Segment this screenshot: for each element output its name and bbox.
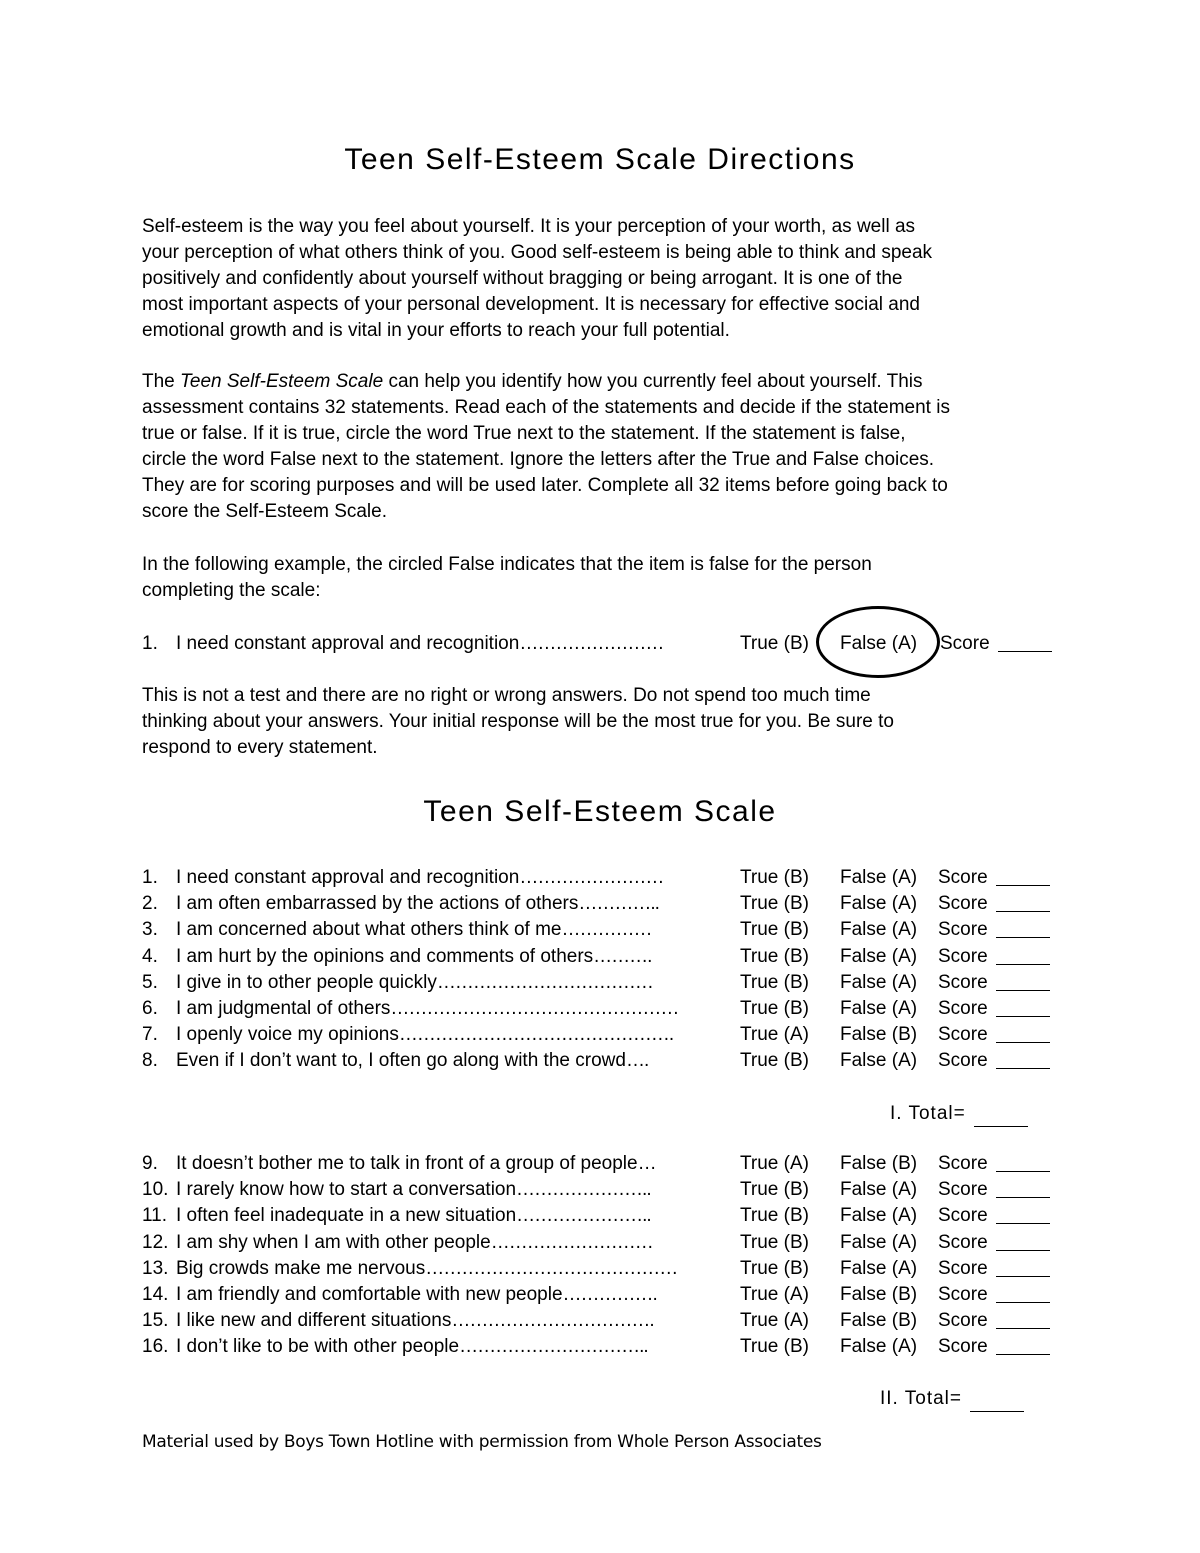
- item-false-choice[interactable]: False (A): [840, 1050, 918, 1072]
- item-leader-dots: ……………………………………….: [398, 1024, 674, 1046]
- item-score-label: Score: [938, 970, 988, 996]
- item-number: 8.: [142, 1050, 158, 1072]
- score-blank[interactable]: [996, 944, 1050, 965]
- item-score-label: Score: [938, 1308, 988, 1334]
- item-true-choice[interactable]: True (A): [740, 1153, 809, 1174]
- item-leader-dots: …………………………….: [451, 1310, 654, 1332]
- item-leader-dots: …………………..: [516, 1179, 651, 1201]
- scale-item-row: [142, 1334, 1062, 1360]
- item-statement: I often feel inadequate in a new situation…………………..: [176, 1205, 651, 1227]
- item-number: 3.: [142, 919, 158, 941]
- example-intro-line: completing the scale:: [142, 580, 321, 601]
- score-blank[interactable]: [996, 970, 1050, 991]
- item-number: 5.: [142, 971, 158, 993]
- item-number: 1.: [142, 633, 158, 654]
- item-score-label: Score: [938, 1022, 988, 1048]
- score-blank[interactable]: [996, 1230, 1050, 1251]
- item-leader-dots: ……………………: [519, 633, 664, 654]
- item-leader-dots: …………………………………………: [390, 998, 679, 1019]
- item-statement: I am judgmental of others…………………………………………: [176, 998, 679, 1019]
- item-true-choice[interactable]: True (A): [740, 1310, 809, 1332]
- item-score-label: Score: [938, 944, 988, 970]
- scale-item-row: [142, 970, 1062, 996]
- item-score-label: Score: [940, 631, 990, 657]
- scale-item-row: [142, 944, 1062, 970]
- item-statement: I am concerned about what others think of me……………: [176, 919, 652, 941]
- item-leader-dots: ……………: [561, 919, 652, 941]
- score-blank[interactable]: [996, 1203, 1050, 1224]
- directions-line: The Teen Self-Esteem Scale can help you identify how you currently feel about yourself. This: [142, 371, 923, 392]
- item-true-choice[interactable]: True (B): [740, 945, 809, 967]
- item-true-choice[interactable]: True (B): [740, 1050, 809, 1072]
- item-leader-dots: ………………………: [490, 1231, 653, 1253]
- item-true-choice[interactable]: True (B): [740, 971, 809, 993]
- item-leader-dots: ……………………: [519, 867, 664, 888]
- scale-item-row: [142, 1203, 1062, 1229]
- item-statement: I am hurt by the opinions and comments of others……….: [176, 945, 652, 967]
- item-number: 12.: [142, 1231, 169, 1253]
- note-paragraph: [142, 683, 1072, 761]
- item-score-label: Score: [938, 1048, 988, 1074]
- item-statement: I don’t like to be with other people…………………………..: [176, 1336, 648, 1358]
- item-number: 7.: [142, 1024, 158, 1046]
- score-blank[interactable]: [996, 891, 1050, 912]
- item-false-choice[interactable]: False (B): [840, 1284, 918, 1305]
- item-number: 6.: [142, 998, 158, 1019]
- section-2-total: II. Total=: [880, 1386, 1024, 1412]
- item-statement: Even if I don’t want to, I often go along with the crowd….: [176, 1050, 649, 1072]
- item-statement: I am friendly and comfortable with new people…………….: [176, 1284, 657, 1305]
- item-leader-dots: …………..: [578, 893, 659, 915]
- score-blank[interactable]: [996, 1256, 1050, 1277]
- item-true-choice[interactable]: True (B): [740, 1179, 809, 1201]
- item-score-label: Score: [938, 1151, 988, 1177]
- score-blank[interactable]: [996, 1308, 1050, 1329]
- item-false-choice[interactable]: False (A): [840, 1205, 918, 1227]
- scale-item-row: [142, 1256, 1062, 1282]
- item-false-choice[interactable]: False (A): [840, 893, 918, 915]
- score-blank[interactable]: [996, 1151, 1050, 1172]
- score-blank[interactable]: [996, 1177, 1050, 1198]
- directions-line: circle the word False next to the statement. Ignore the letters after the True and False choices.: [142, 449, 935, 470]
- directions-paragraph: [142, 369, 1072, 525]
- item-statement: I rarely know how to start a conversation…………………..: [176, 1179, 651, 1201]
- item-true-choice[interactable]: True (A): [740, 1024, 809, 1046]
- section-1-total: I. Total=: [890, 1101, 1028, 1127]
- item-true-choice[interactable]: True (B): [740, 1257, 809, 1279]
- item-number: 1.: [142, 867, 158, 888]
- item-leader-dots: ……….: [593, 945, 652, 967]
- item-score-label: Score: [938, 1334, 988, 1360]
- total-blank[interactable]: [970, 1391, 1024, 1412]
- item-score-label: Score: [938, 1203, 988, 1229]
- item-false-choice[interactable]: False (A): [840, 633, 918, 654]
- item-true-choice[interactable]: True (B): [740, 1336, 809, 1358]
- intro-line: positively and confidently about yourself without bragging or being arrogant. It is one of the: [142, 268, 903, 289]
- item-number: 10.: [142, 1179, 169, 1201]
- directions-line: true or false. If it is true, circle the word True next to the statement. If the statement is false,: [142, 423, 906, 444]
- scale-item-row: [142, 1308, 1062, 1334]
- item-leader-dots: …………….: [562, 1284, 657, 1305]
- score-blank[interactable]: [996, 996, 1050, 1017]
- item-statement: I am shy when I am with other people………………………: [176, 1231, 653, 1253]
- item-statement: I need constant approval and recognition……………………: [176, 867, 664, 888]
- item-false-choice[interactable]: False (B): [840, 1153, 918, 1174]
- item-number: 9.: [142, 1153, 158, 1174]
- item-true-choice[interactable]: True (A): [740, 1284, 809, 1305]
- item-number: 16.: [142, 1336, 169, 1358]
- item-true-choice[interactable]: True (B): [740, 998, 809, 1019]
- score-blank[interactable]: [996, 865, 1050, 886]
- item-statement: I need constant approval and recognition……………………: [176, 633, 664, 654]
- scale-title: Teen Self-Esteem Scale: [423, 795, 777, 828]
- intro-paragraph: [142, 214, 1072, 344]
- directions-line: They are for scoring purposes and will be used later. Complete all 32 items before going back to: [142, 475, 948, 496]
- item-score-label: Score: [938, 1230, 988, 1256]
- item-score-label: Score: [938, 1282, 988, 1308]
- item-leader-dots: ….: [625, 1050, 649, 1072]
- scale-item-row: [142, 865, 1062, 891]
- intro-line: emotional growth and is vital in your efforts to reach your full potential.: [142, 320, 730, 341]
- item-score-label: Score: [938, 1177, 988, 1203]
- item-leader-dots: …………………………..: [459, 1336, 648, 1358]
- score-blank[interactable]: [996, 1022, 1050, 1043]
- item-score-label: Score: [938, 865, 988, 891]
- scale-name-italic: Teen Self-Esteem Scale: [180, 371, 384, 392]
- item-true-choice[interactable]: True (B): [740, 893, 809, 915]
- intro-line: Self-esteem is the way you feel about yourself. It is your perception of your worth, as well as: [142, 216, 916, 237]
- item-statement: Big crowds make me nervous……………………………………: [176, 1257, 678, 1279]
- footer-credit: Material used by Boys Town Hotline with permission from Whole Person Associates: [142, 1432, 822, 1452]
- item-number: 15.: [142, 1310, 169, 1332]
- item-false-choice[interactable]: False (A): [840, 998, 918, 1019]
- score-blank[interactable]: [998, 631, 1052, 652]
- example-intro: [142, 552, 1072, 604]
- note-line: This is not a test and there are no right or wrong answers. Do not spend too much time: [142, 685, 871, 706]
- note-line: thinking about your answers. Your initial response will be the most true for you. Be sure to: [142, 711, 894, 732]
- scale-item-row: [142, 1151, 1062, 1177]
- scale-item-row: [142, 891, 1062, 917]
- score-blank[interactable]: [996, 1282, 1050, 1303]
- score-blank[interactable]: [996, 1334, 1050, 1355]
- item-false-choice[interactable]: False (B): [840, 1024, 918, 1046]
- page-title: Teen Self-Esteem Scale Directions: [344, 143, 856, 176]
- total-blank[interactable]: [974, 1106, 1028, 1127]
- item-leader-dots: …: [637, 1153, 656, 1174]
- example-intro-line: In the following example, the circled False indicates that the item is false for the person: [142, 554, 872, 575]
- item-true-choice[interactable]: True (B): [740, 867, 809, 888]
- item-score-label: Score: [938, 917, 988, 943]
- item-statement: I openly voice my opinions……………………………………….: [176, 1024, 674, 1046]
- item-number: 2.: [142, 893, 158, 915]
- item-true-choice[interactable]: True (B): [740, 1231, 809, 1253]
- item-false-choice[interactable]: False (A): [840, 1257, 918, 1279]
- item-score-label: Score: [938, 1256, 988, 1282]
- item-leader-dots: …………………..: [516, 1205, 651, 1227]
- item-number: 11.: [142, 1205, 168, 1227]
- item-false-choice[interactable]: False (A): [840, 971, 918, 993]
- item-leader-dots: ……………………………………: [425, 1257, 678, 1279]
- item-false-choice[interactable]: False (B): [840, 1310, 918, 1332]
- score-blank[interactable]: [996, 917, 1050, 938]
- example-false-circle: [816, 606, 940, 678]
- directions-line: score the Self-Esteem Scale.: [142, 501, 387, 522]
- item-statement: It doesn’t bother me to talk in front of a group of people…: [176, 1153, 656, 1174]
- item-false-choice[interactable]: False (A): [840, 1179, 918, 1201]
- directions-line: assessment contains 32 statements. Read each of the statements and decide if the statement is: [142, 397, 950, 418]
- scale-item-row: [142, 996, 1062, 1022]
- item-false-choice[interactable]: False (A): [840, 1231, 918, 1253]
- scale-item-row: [142, 1022, 1062, 1048]
- scale-item-row: [142, 1177, 1062, 1203]
- item-false-choice[interactable]: False (A): [840, 919, 918, 941]
- item-number: 14.: [142, 1284, 169, 1305]
- note-line: respond to every statement.: [142, 737, 378, 758]
- item-number: 4.: [142, 945, 158, 967]
- item-statement: I give in to other people quickly………………………………: [176, 971, 653, 993]
- scale-item-row: [142, 1048, 1062, 1074]
- item-true-choice[interactable]: True (B): [740, 919, 809, 941]
- item-score-label: Score: [938, 891, 988, 917]
- item-statement: I am often embarrassed by the actions of others…………..: [176, 893, 659, 915]
- scale-item-row: [142, 917, 1062, 943]
- item-false-choice[interactable]: False (A): [840, 867, 918, 888]
- item-false-choice[interactable]: False (A): [840, 1336, 918, 1358]
- item-number: 13.: [142, 1257, 169, 1279]
- item-true-choice[interactable]: True (B): [740, 1205, 809, 1227]
- item-leader-dots: ………………………………: [436, 971, 653, 993]
- item-statement: I like new and different situations…………………………….: [176, 1310, 654, 1332]
- score-blank[interactable]: [996, 1048, 1050, 1069]
- item-false-choice[interactable]: False (A): [840, 945, 918, 967]
- scale-item-row: [142, 1282, 1062, 1308]
- intro-line: most important aspects of your personal development. It is necessary for effective social and: [142, 294, 920, 315]
- scale-item-row: [142, 1230, 1062, 1256]
- item-true-choice[interactable]: True (B): [740, 633, 809, 654]
- intro-line: your perception of what others think of you. Good self-esteem is being able to think and speak: [142, 242, 933, 263]
- item-score-label: Score: [938, 996, 988, 1022]
